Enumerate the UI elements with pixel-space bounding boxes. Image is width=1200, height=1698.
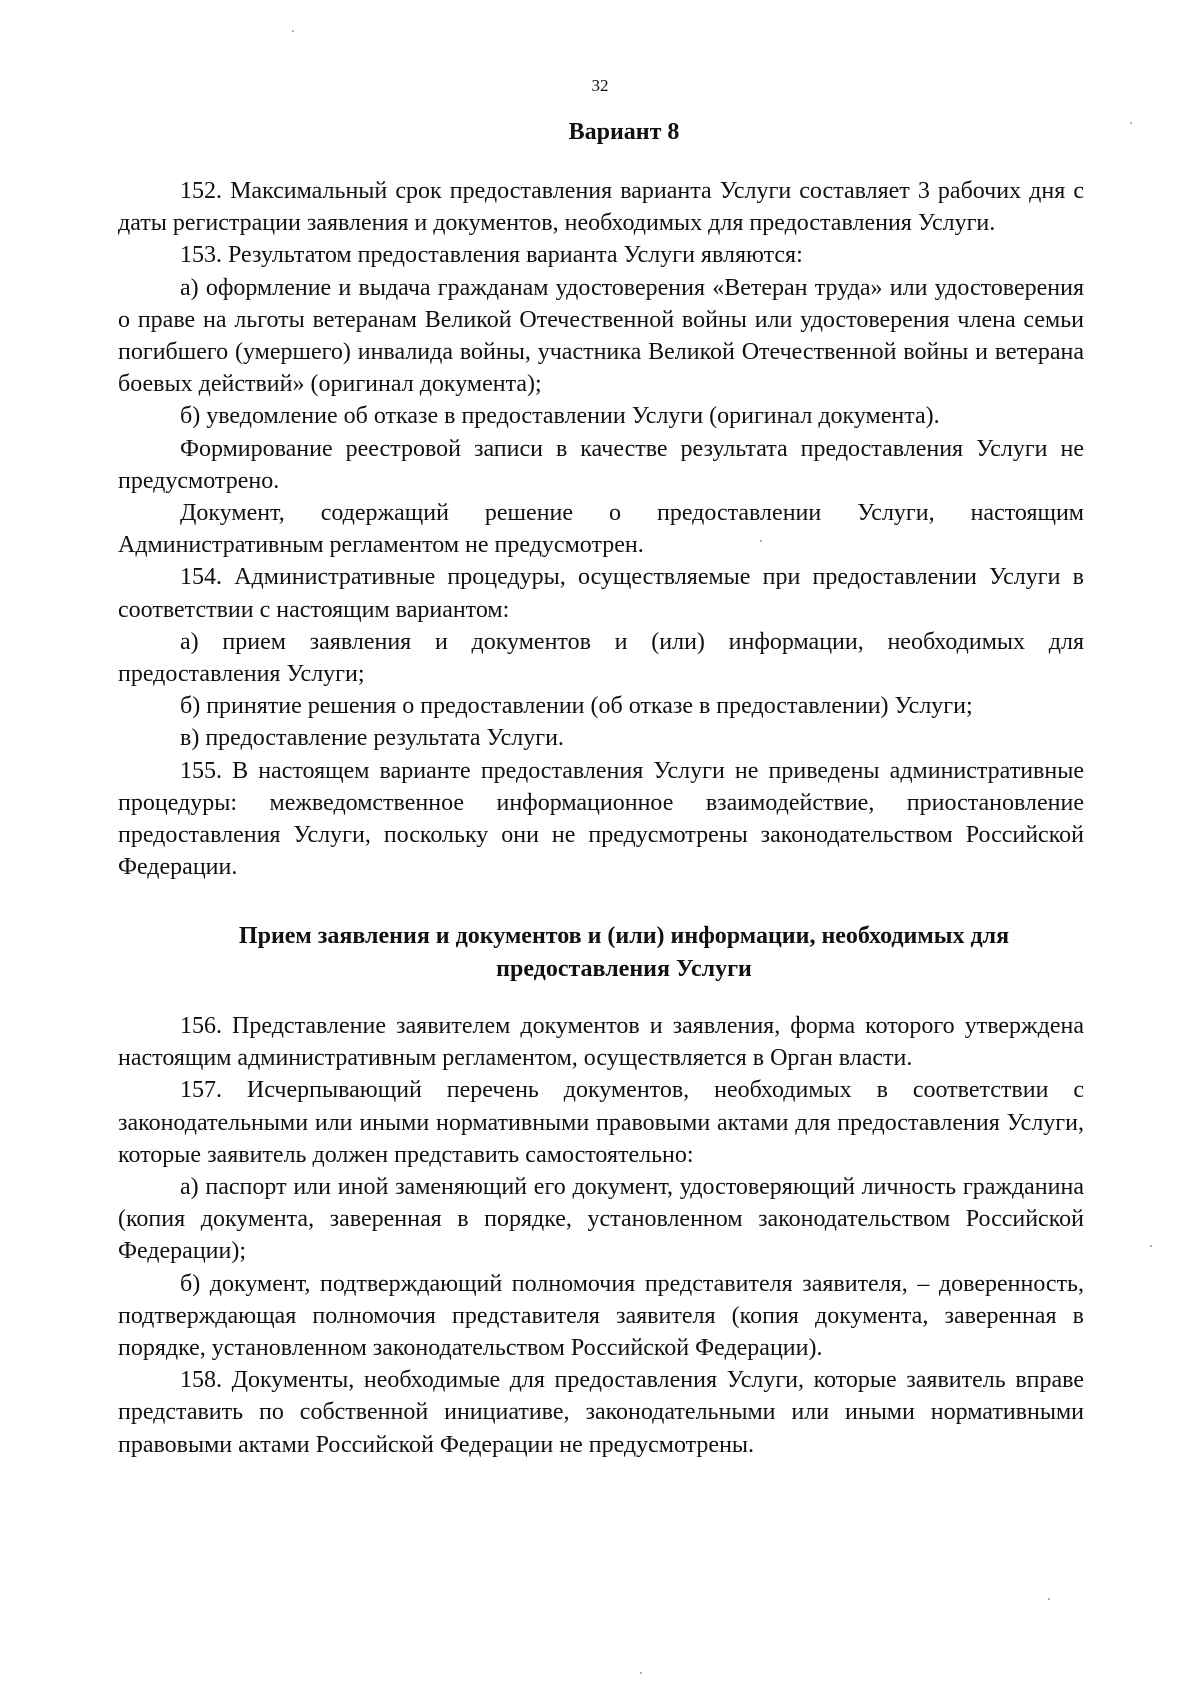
paragraph-156: 156. Представление заявителем документов и заявления, форма которого утверждена настоящим административным регламентом, осуществляется в Орган власти. xyxy=(118,1013,1084,1072)
scan-speck xyxy=(292,30,294,32)
paragraph-157-b: б) документ, подтверждающий полномочия представителя заявителя, – доверенность, подтверждающая полномочия представителя заявителя (копия документа, заверенная в порядке, установленном законодательством Российской Федерации). xyxy=(118,1270,1084,1362)
section-title: Вариант 8 xyxy=(568,119,680,145)
paragraph-decision-document: Документ, содержащий решение о предоставлении Услуги, настоящим Административным регламентом не предусмотрен. xyxy=(118,500,1084,559)
page-number: 32 xyxy=(591,76,609,95)
scan-speck xyxy=(1048,1598,1050,1600)
paragraph-153-a: а) оформление и выдача гражданам удостоверения «Ветеран труда» или удостоверения о праве на льготы ветеранам Великой Отечественной войны или удостоверения члена семьи погибшего (умершего) инвалида войны, участника Великой Отечественной войны и ветерана боевых действий» (оригинал документа); xyxy=(118,274,1084,398)
paragraph-155: 155. В настоящем варианте предоставления Услуги не приведены административные процедуры: межведомственное информационное взаимодействие, приостановление предоставления Услуги, поскольку они не предусмотрены законодательством Российской Федерации. xyxy=(118,757,1084,881)
scan-speck xyxy=(1150,1245,1152,1247)
subheading: Прием заявления и документов и (или) информации, необходимых для предоставления Услуги xyxy=(238,923,1010,982)
paragraph-154: 154. Административные процедуры, осуществляемые при предоставлении Услуги в соответствии с настоящим вариантом: xyxy=(118,564,1084,623)
paragraph-157: 157. Исчерпывающий перечень документов, необходимых в соответствии с законодательными или иными нормативными правовыми актами для предоставления Услуги, которые заявитель должен представить самостоятельно: xyxy=(118,1077,1084,1168)
scan-speck xyxy=(760,540,762,542)
paragraph-154-b: б) принятие решения о предоставлении (об отказе в предоставлении) Услуги; xyxy=(180,693,973,720)
scan-speck xyxy=(1130,122,1132,124)
text-block-two xyxy=(118,1010,1084,1461)
paragraph-158: 158. Документы, необходимые для предоставления Услуги, которые заявитель вправе представить по собственной инициативе, законодательными или иными нормативными правовыми актами Российской Федерации не предусмотрены. xyxy=(118,1367,1084,1458)
scan-speck xyxy=(640,1672,642,1674)
text-block-one xyxy=(118,175,1084,883)
paragraph-153: 153. Результатом предоставления варианта Услуги являются: xyxy=(180,242,803,269)
paragraph-157-a: а) паспорт или иной заменяющий его документ, удостоверяющий личность гражданина (копия документа, заверенная в порядке, установленном законодательством Российской Федерации); xyxy=(118,1174,1084,1265)
paragraph-registry-record: Формирование реестровой записи в качестве результата предоставления Услуги не предусмотрено. xyxy=(118,435,1084,494)
paragraph-154-a: а) прием заявления и документов и (или) информации, необходимых для предоставления Услуги; xyxy=(118,628,1084,688)
paragraph-153-b: б) уведомление об отказе в предоставлении Услуги (оригинал документа). xyxy=(180,403,940,430)
paragraph-152: 152. Максимальный срок предоставления варианта Услуги составляет 3 рабочих дня с даты регистрации заявления и документов, необходимых для предоставления Услуги. xyxy=(118,178,1084,237)
paragraph-154-c: в) предоставление результата Услуги. xyxy=(180,725,564,752)
